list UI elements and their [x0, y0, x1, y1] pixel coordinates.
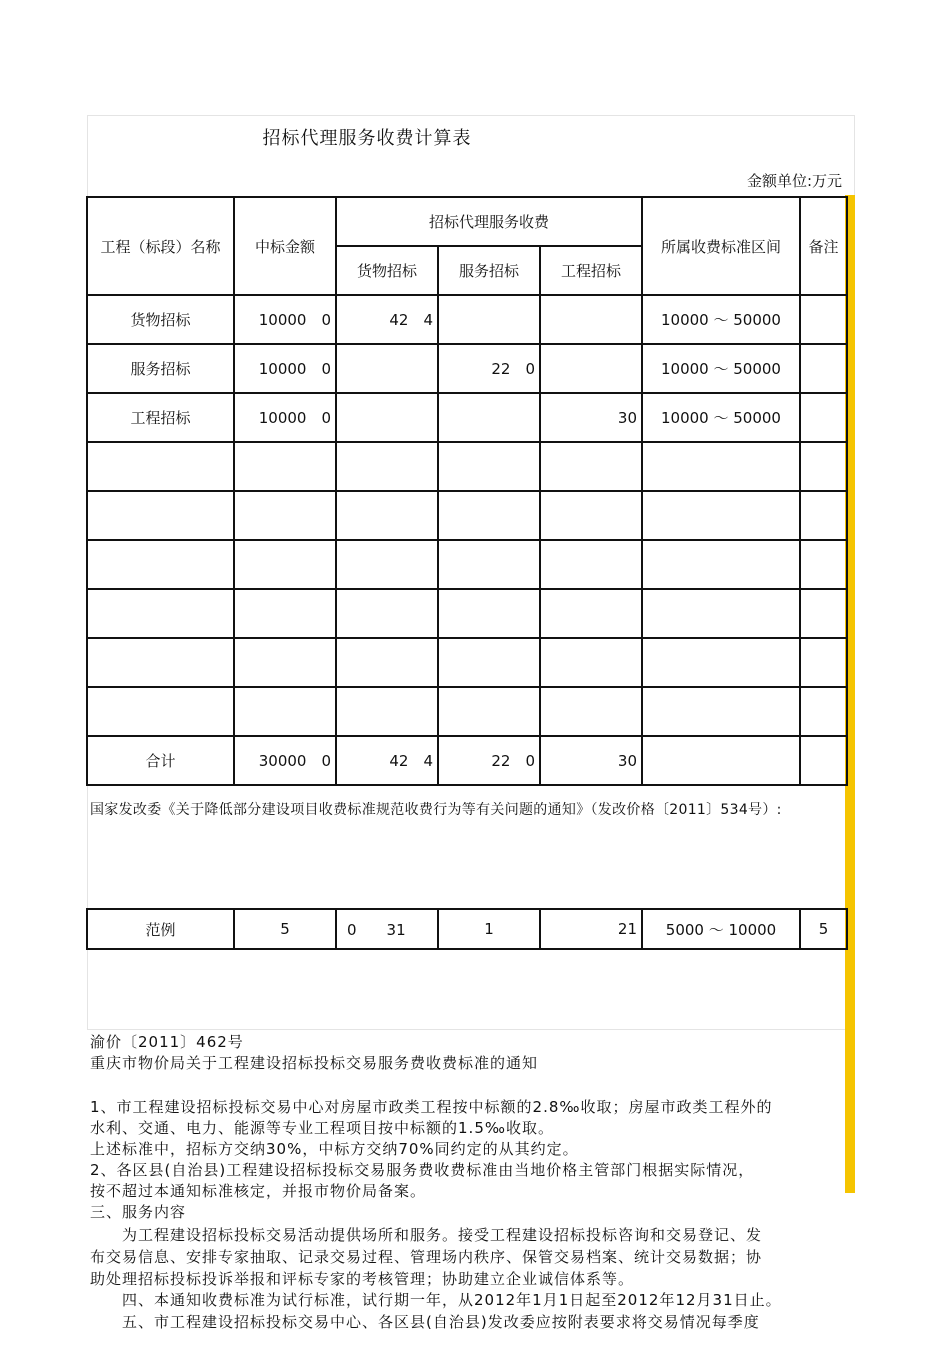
cell-amount: [234, 687, 336, 736]
doc-paragraph-4: 四、本通知收费标准为试行标准，试行期一年，从2012年1月1日起至2012年12月31日止。: [90, 1291, 782, 1309]
cell-amount: [234, 589, 336, 638]
page-title: 招标代理服务收费计算表: [262, 128, 472, 149]
cell-name: [87, 491, 234, 540]
cell-name: 服务招标: [87, 344, 234, 393]
doc-paragraph-1: 上述标准中，招标方交纳30%，中标方交纳70%同约定的从其约定。: [90, 1140, 579, 1158]
cell-remark: [800, 589, 847, 638]
cell-name: 工程招标: [87, 393, 234, 442]
header-service: 服务招标: [438, 246, 540, 295]
cell-remark: [800, 540, 847, 589]
cell-range: [642, 589, 800, 638]
cell-goods: [336, 638, 438, 687]
cell-goods: [336, 393, 438, 442]
table-row: [87, 344, 847, 393]
total-range: [642, 736, 800, 785]
cell-name: [87, 540, 234, 589]
table-row: [87, 638, 847, 687]
cell-name: [87, 638, 234, 687]
cell-amount: [234, 491, 336, 540]
total-amount: 30000 0: [234, 736, 336, 785]
cell-remark: [800, 295, 847, 344]
total-label: 合计: [87, 736, 234, 785]
doc-paragraph-3: 为工程建设招标投标交易活动提供场所和服务。接受工程建设招标投标咨询和交易登记、发: [90, 1226, 763, 1244]
cell-service: [438, 491, 540, 540]
doc-paragraph-5: 五、市工程建设招标投标交易中心、各区县(自治县)发改委应按附表要求将交易情况每季度: [90, 1313, 760, 1331]
cell-engineering: [540, 442, 642, 491]
example-service: 1: [438, 909, 540, 949]
doc-paragraph-2: 按不超过本通知标准核定，并报市物价局备案。: [90, 1182, 427, 1200]
cell-service: [438, 295, 540, 344]
doc-reference: 渝价〔2011〕462号: [90, 1033, 244, 1051]
cell-service: [438, 442, 540, 491]
cell-name: [87, 687, 234, 736]
cell-remark: [800, 344, 847, 393]
header-name: 工程（标段）名称: [87, 197, 234, 295]
cell-name: 货物招标: [87, 295, 234, 344]
cell-engineering: [540, 295, 642, 344]
doc-section-heading: 三、服务内容: [90, 1203, 187, 1221]
cell-engineering: [540, 638, 642, 687]
cell-goods: [336, 491, 438, 540]
cell-range: [642, 540, 800, 589]
header-amount: 中标金额: [234, 197, 336, 295]
cell-remark: [800, 638, 847, 687]
header-goods: 货物招标: [336, 246, 438, 295]
cell-range: 10000 ～ 50000: [642, 295, 800, 344]
table-row: [87, 442, 847, 491]
example-name: 范例: [87, 909, 234, 949]
example-goods: 0 31: [336, 909, 438, 949]
doc-paragraph-3: 助处理招标投标投诉举报和评标专家的考核管理；协助建立企业诚信体系等。: [90, 1270, 635, 1288]
cell-engineering: [540, 589, 642, 638]
unit-label: 金额单位:万元: [746, 172, 842, 190]
cell-engineering: [540, 540, 642, 589]
total-remark: [800, 736, 847, 785]
doc-paragraph-3: 布交易信息、安排专家抽取、记录交易过程、管理场内秩序、保管交易档案、统计交易数据；协: [90, 1248, 763, 1266]
cell-service: [438, 687, 540, 736]
doc-paragraph-1: 水利、交通、电力、能源等专业工程项目按中标额的1.5‰收取。: [90, 1119, 554, 1137]
cell-name: [87, 442, 234, 491]
cell-remark: [800, 687, 847, 736]
cell-range: [642, 687, 800, 736]
table-row: [87, 540, 847, 589]
example-remark: 5: [800, 909, 847, 949]
example-engineering: 21: [540, 909, 642, 949]
cell-service: 22 0: [438, 344, 540, 393]
cell-range: [642, 442, 800, 491]
doc-paragraph-2: 2、各区县(自治县)工程建设招标投标交易服务费收费标准由当地价格主管部门根据实际情况，: [90, 1161, 755, 1179]
cell-amount: 10000 0: [234, 393, 336, 442]
cell-goods: 42 4: [336, 295, 438, 344]
total-service: 22 0: [438, 736, 540, 785]
cell-remark: [800, 442, 847, 491]
cell-remark: [800, 491, 847, 540]
total-row: [87, 736, 847, 785]
cell-amount: 10000 0: [234, 295, 336, 344]
cell-engineering: 30: [540, 393, 642, 442]
header-remark: 备注: [800, 197, 847, 295]
cell-range: 10000 ～ 50000: [642, 393, 800, 442]
policy-note: 国家发改委《关于降低部分建设项目收费标准规范收费行为等有关问题的通知》（发改价格〔2011〕534号）:: [90, 802, 782, 818]
cell-engineering: [540, 687, 642, 736]
doc-paragraph-1: 1、市工程建设招标投标交易中心对房屋市政类工程按中标额的2.8‰收取；房屋市政类工程外的: [90, 1098, 773, 1116]
cell-remark: [800, 393, 847, 442]
cell-goods: [336, 589, 438, 638]
header-range: 所属收费标准区间: [642, 197, 800, 295]
cell-amount: [234, 540, 336, 589]
cell-range: [642, 491, 800, 540]
cell-amount: 10000 0: [234, 344, 336, 393]
cell-name: [87, 589, 234, 638]
cell-service: [438, 540, 540, 589]
cell-goods: [336, 687, 438, 736]
header-engineering: 工程招标: [540, 246, 642, 295]
cell-service: [438, 589, 540, 638]
cell-goods: [336, 442, 438, 491]
cell-amount: [234, 638, 336, 687]
example-table: [86, 908, 848, 950]
table-row: [87, 687, 847, 736]
table-row: [87, 589, 847, 638]
cell-goods: [336, 344, 438, 393]
header-fee-group: 招标代理服务收费: [336, 197, 642, 246]
cell-engineering: [540, 491, 642, 540]
cell-engineering: [540, 344, 642, 393]
example-range: 5000 ～ 10000: [642, 909, 800, 949]
example-amount: 5: [234, 909, 336, 949]
cell-service: [438, 393, 540, 442]
cell-goods: [336, 540, 438, 589]
total-engineering: 30: [540, 736, 642, 785]
table-row: [87, 295, 847, 344]
table-row: [87, 491, 847, 540]
total-goods: 42 4: [336, 736, 438, 785]
cell-range: 10000 ～ 50000: [642, 344, 800, 393]
doc-title: 重庆市物价局关于工程建设招标投标交易服务费收费标准的通知: [90, 1054, 539, 1072]
example-row: [87, 909, 847, 949]
table-row: [87, 393, 847, 442]
cell-range: [642, 638, 800, 687]
cell-amount: [234, 442, 336, 491]
cell-service: [438, 638, 540, 687]
fee-table: [86, 196, 848, 786]
